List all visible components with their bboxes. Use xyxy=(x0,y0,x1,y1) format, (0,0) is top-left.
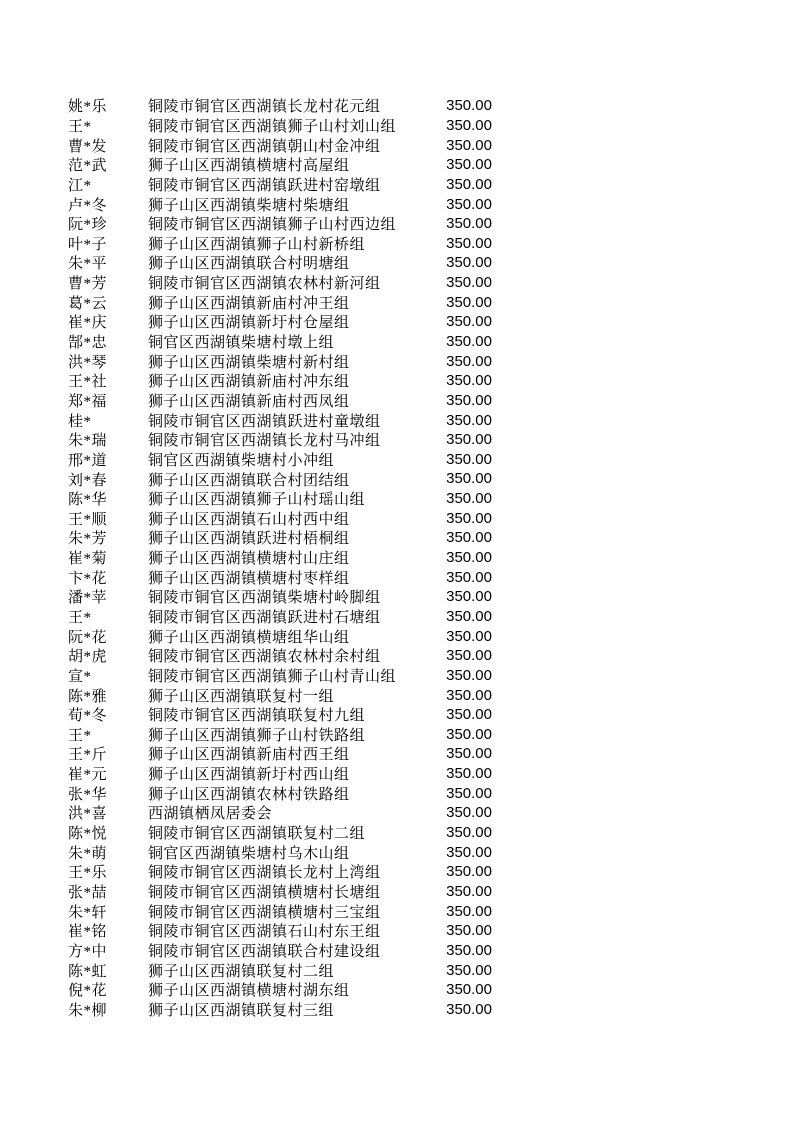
name-cell: 宣* xyxy=(68,668,92,685)
amount-cell: 350.00 xyxy=(446,706,492,724)
table-row xyxy=(0,96,492,116)
amount-cell: 350.00 xyxy=(446,804,492,822)
name-cell: 王*乐 xyxy=(68,865,108,882)
amount-cell: 350.00 xyxy=(446,234,492,252)
amount-cell: 350.00 xyxy=(446,725,492,743)
name-cell: 卢*冬 xyxy=(68,197,108,214)
name-cell: 郑*福 xyxy=(68,393,108,410)
table-row xyxy=(0,155,492,175)
address-cell: 铜陵市铜官区西湖镇狮子山村青山组 xyxy=(148,668,397,685)
address-cell: 狮子山区西湖镇联合村团结组 xyxy=(148,472,350,489)
name-cell: 陈*华 xyxy=(68,492,108,509)
amount-cell: 350.00 xyxy=(446,372,492,390)
name-cell: 郜*忠 xyxy=(68,335,108,352)
address-cell: 铜官区西湖镇柴塘村墩上组 xyxy=(148,335,335,352)
name-cell: 洪*喜 xyxy=(68,806,108,823)
address-cell: 铜陵市铜官区西湖镇跃进村石塘组 xyxy=(148,609,381,626)
name-cell: 潘*苹 xyxy=(68,590,108,607)
name-cell: 方*中 xyxy=(68,943,108,960)
table-row xyxy=(0,783,492,803)
amount-cell: 350.00 xyxy=(446,195,492,213)
table-row xyxy=(0,469,492,489)
table-row xyxy=(0,450,492,470)
amount-cell: 350.00 xyxy=(446,470,492,488)
table-row xyxy=(0,744,492,764)
amount-cell: 350.00 xyxy=(446,97,492,115)
name-cell: 邢*道 xyxy=(68,452,108,469)
address-cell: 狮子山区西湖镇横塘组华山组 xyxy=(148,629,350,646)
amount-cell: 350.00 xyxy=(446,254,492,272)
amount-cell: 350.00 xyxy=(446,215,492,233)
name-cell: 桂* xyxy=(68,413,92,430)
table-row xyxy=(0,862,492,882)
address-cell: 铜官区西湖镇柴塘村乌木山组 xyxy=(148,845,350,862)
name-cell: 范*武 xyxy=(68,158,108,175)
amount-cell: 350.00 xyxy=(446,882,492,900)
table-row xyxy=(0,391,492,411)
amount-cell: 350.00 xyxy=(446,902,492,920)
records-list xyxy=(0,96,793,1019)
amount-cell: 350.00 xyxy=(446,941,492,959)
address-cell: 铜陵市铜官区西湖镇联合村建设组 xyxy=(148,943,381,960)
address-cell: 铜陵市铜官区西湖镇狮子山村刘山组 xyxy=(148,118,397,135)
amount-cell: 350.00 xyxy=(446,666,492,684)
address-cell: 狮子山区西湖镇联复村一组 xyxy=(148,688,335,705)
table-row xyxy=(0,960,492,980)
name-cell: 崔*菊 xyxy=(68,551,108,568)
address-cell: 铜陵市铜官区西湖镇横塘村三宝组 xyxy=(148,904,381,921)
table-row xyxy=(0,135,492,155)
address-cell: 狮子山区西湖镇横塘村湖东组 xyxy=(148,983,350,1000)
name-cell: 曹*发 xyxy=(68,138,108,155)
name-cell: 荀*冬 xyxy=(68,708,108,725)
table-row xyxy=(0,646,492,666)
address-cell: 狮子山区西湖镇农林村铁路组 xyxy=(148,786,350,803)
amount-cell: 350.00 xyxy=(446,450,492,468)
name-cell: 洪*琴 xyxy=(68,354,108,371)
amount-cell: 350.00 xyxy=(446,568,492,586)
table-row xyxy=(0,999,492,1019)
table-row xyxy=(0,292,492,312)
table-row xyxy=(0,941,492,961)
table-row xyxy=(0,116,492,136)
table-row xyxy=(0,921,492,941)
table-row xyxy=(0,725,492,745)
address-cell: 铜陵市铜官区西湖镇狮子山村西边组 xyxy=(148,217,397,234)
amount-cell: 350.00 xyxy=(446,313,492,331)
table-row xyxy=(0,823,492,843)
table-row xyxy=(0,607,492,627)
table-row xyxy=(0,626,492,646)
address-cell: 铜陵市铜官区西湖镇柴塘村岭脚组 xyxy=(148,590,381,607)
address-cell: 铜陵市铜官区西湖镇联复村九组 xyxy=(148,708,366,725)
address-cell: 铜陵市铜官区西湖镇朝山村金冲组 xyxy=(148,138,381,155)
name-cell: 卞*花 xyxy=(68,570,108,587)
address-cell: 铜陵市铜官区西湖镇农林村余村组 xyxy=(148,649,381,666)
address-cell: 狮子山区西湖镇横塘村高屋组 xyxy=(148,158,350,175)
amount-cell: 350.00 xyxy=(446,136,492,154)
name-cell: 朱*平 xyxy=(68,256,108,273)
table-row xyxy=(0,194,492,214)
amount-cell: 350.00 xyxy=(446,981,492,999)
name-cell: 阮*珍 xyxy=(68,217,108,234)
table-row xyxy=(0,253,492,273)
address-cell: 铜陵市铜官区西湖镇石山村东王组 xyxy=(148,924,381,941)
amount-cell: 350.00 xyxy=(446,509,492,527)
name-cell: 崔*庆 xyxy=(68,315,108,332)
address-cell: 铜陵市铜官区西湖镇长龙村上湾组 xyxy=(148,865,381,882)
amount-cell: 350.00 xyxy=(446,352,492,370)
amount-cell: 350.00 xyxy=(446,1000,492,1018)
name-cell: 王*顺 xyxy=(68,511,108,528)
address-cell: 狮子山区西湖镇横塘村枣样组 xyxy=(148,570,350,587)
table-row xyxy=(0,371,492,391)
amount-cell: 350.00 xyxy=(446,784,492,802)
address-cell: 狮子山区西湖镇柴塘村新村组 xyxy=(148,354,350,371)
name-cell: 陈*虹 xyxy=(68,963,108,980)
amount-cell: 350.00 xyxy=(446,824,492,842)
table-row xyxy=(0,685,492,705)
name-cell: 刘*春 xyxy=(68,472,108,489)
table-row xyxy=(0,901,492,921)
address-cell: 狮子山区西湖镇横塘村山庄组 xyxy=(148,551,350,568)
table-row xyxy=(0,666,492,686)
table-row xyxy=(0,508,492,528)
name-cell: 陈*雅 xyxy=(68,688,108,705)
amount-cell: 350.00 xyxy=(446,431,492,449)
amount-cell: 350.00 xyxy=(446,647,492,665)
name-cell: 朱*瑞 xyxy=(68,433,108,450)
name-cell: 王*斤 xyxy=(68,747,108,764)
address-cell: 狮子山区西湖镇联复村三组 xyxy=(148,1002,335,1019)
table-row xyxy=(0,410,492,430)
name-cell: 崔*元 xyxy=(68,767,108,784)
address-cell: 狮子山区西湖镇新庙村冲王组 xyxy=(148,295,350,312)
amount-cell: 350.00 xyxy=(446,686,492,704)
amount-cell: 350.00 xyxy=(446,745,492,763)
table-row xyxy=(0,803,492,823)
amount-cell: 350.00 xyxy=(446,411,492,429)
amount-cell: 350.00 xyxy=(446,549,492,567)
name-cell: 王* xyxy=(68,609,92,626)
name-cell: 张*喆 xyxy=(68,884,108,901)
name-cell: 倪*花 xyxy=(68,983,108,1000)
address-cell: 铜官区西湖镇柴塘村小冲组 xyxy=(148,452,335,469)
address-cell: 狮子山区西湖镇新庙村西凤组 xyxy=(148,393,350,410)
name-cell: 陈*悦 xyxy=(68,826,108,843)
amount-cell: 350.00 xyxy=(446,588,492,606)
name-cell: 朱*轩 xyxy=(68,904,108,921)
amount-cell: 350.00 xyxy=(446,490,492,508)
address-cell: 狮子山区西湖镇狮子山村瑶山组 xyxy=(148,492,366,509)
name-cell: 朱*柳 xyxy=(68,1002,108,1019)
address-cell: 狮子山区西湖镇新庙村冲东组 xyxy=(148,374,350,391)
name-cell: 葛*云 xyxy=(68,295,108,312)
name-cell: 胡*虎 xyxy=(68,649,108,666)
name-cell: 朱*芳 xyxy=(68,531,108,548)
amount-cell: 350.00 xyxy=(446,175,492,193)
table-row xyxy=(0,430,492,450)
address-cell: 狮子山区西湖镇狮子山村新桥组 xyxy=(148,236,366,253)
amount-cell: 350.00 xyxy=(446,607,492,625)
amount-cell: 350.00 xyxy=(446,274,492,292)
amount-cell: 350.00 xyxy=(446,961,492,979)
address-cell: 狮子山区西湖镇狮子山村铁路组 xyxy=(148,727,366,744)
name-cell: 叶*子 xyxy=(68,236,108,253)
address-cell: 铜陵市铜官区西湖镇横塘村长塘组 xyxy=(148,884,381,901)
amount-cell: 350.00 xyxy=(446,863,492,881)
amount-cell: 350.00 xyxy=(446,156,492,174)
name-cell: 姚*乐 xyxy=(68,99,108,116)
amount-cell: 350.00 xyxy=(446,922,492,940)
amount-cell: 350.00 xyxy=(446,333,492,350)
address-cell: 铜陵市铜官区西湖镇跃进村窑墩组 xyxy=(148,177,381,194)
address-cell: 狮子山区西湖镇联合村明塘组 xyxy=(148,256,350,273)
address-cell: 铜陵市铜官区西湖镇农林村新河组 xyxy=(148,276,381,293)
table-row xyxy=(0,842,492,862)
table-row xyxy=(0,175,492,195)
name-cell: 王*社 xyxy=(68,374,108,391)
address-cell: 铜陵市铜官区西湖镇长龙村花元组 xyxy=(148,99,381,116)
table-row xyxy=(0,312,492,332)
name-cell: 王* xyxy=(68,118,92,135)
amount-cell: 350.00 xyxy=(446,765,492,783)
address-cell: 西湖镇栖凤居委会 xyxy=(148,806,273,823)
address-cell: 狮子山区西湖镇新庙村西王组 xyxy=(148,747,350,764)
name-cell: 崔*铭 xyxy=(68,924,108,941)
address-cell: 铜陵市铜官区西湖镇联复村二组 xyxy=(148,826,366,843)
table-row xyxy=(0,882,492,902)
table-row xyxy=(0,273,492,293)
address-cell: 狮子山区西湖镇新圩村仓屋组 xyxy=(148,315,350,332)
table-row xyxy=(0,705,492,725)
name-cell: 江* xyxy=(68,177,92,194)
name-cell: 张*华 xyxy=(68,786,108,803)
address-cell: 狮子山区西湖镇柴塘村柴塘组 xyxy=(148,197,350,214)
name-cell: 曹*芳 xyxy=(68,276,108,293)
amount-cell: 350.00 xyxy=(446,293,492,311)
table-row xyxy=(0,489,492,509)
table-row xyxy=(0,764,492,784)
table-row xyxy=(0,548,492,568)
name-cell: 朱*萌 xyxy=(68,845,108,862)
table-row xyxy=(0,332,492,352)
amount-cell: 350.00 xyxy=(446,391,492,409)
address-cell: 狮子山区西湖镇跃进村梧桐组 xyxy=(148,531,350,548)
table-row xyxy=(0,233,492,253)
amount-cell: 350.00 xyxy=(446,843,492,861)
address-cell: 狮子山区西湖镇联复村二组 xyxy=(148,963,335,980)
amount-cell: 350.00 xyxy=(446,116,492,134)
table-row xyxy=(0,351,492,371)
address-cell: 狮子山区西湖镇新圩村西山组 xyxy=(148,767,350,784)
table-row xyxy=(0,587,492,607)
name-cell: 阮*花 xyxy=(68,629,108,646)
name-cell: 王* xyxy=(68,727,92,744)
address-cell: 铜陵市铜官区西湖镇长龙村马冲组 xyxy=(148,433,381,450)
table-row xyxy=(0,528,492,548)
table-row xyxy=(0,567,492,587)
table-row xyxy=(0,980,492,1000)
amount-cell: 350.00 xyxy=(446,627,492,645)
table-row xyxy=(0,214,492,234)
amount-cell: 350.00 xyxy=(446,529,492,547)
address-cell: 狮子山区西湖镇石山村西中组 xyxy=(148,511,350,528)
address-cell: 铜陵市铜官区西湖镇跃进村童墩组 xyxy=(148,413,381,430)
